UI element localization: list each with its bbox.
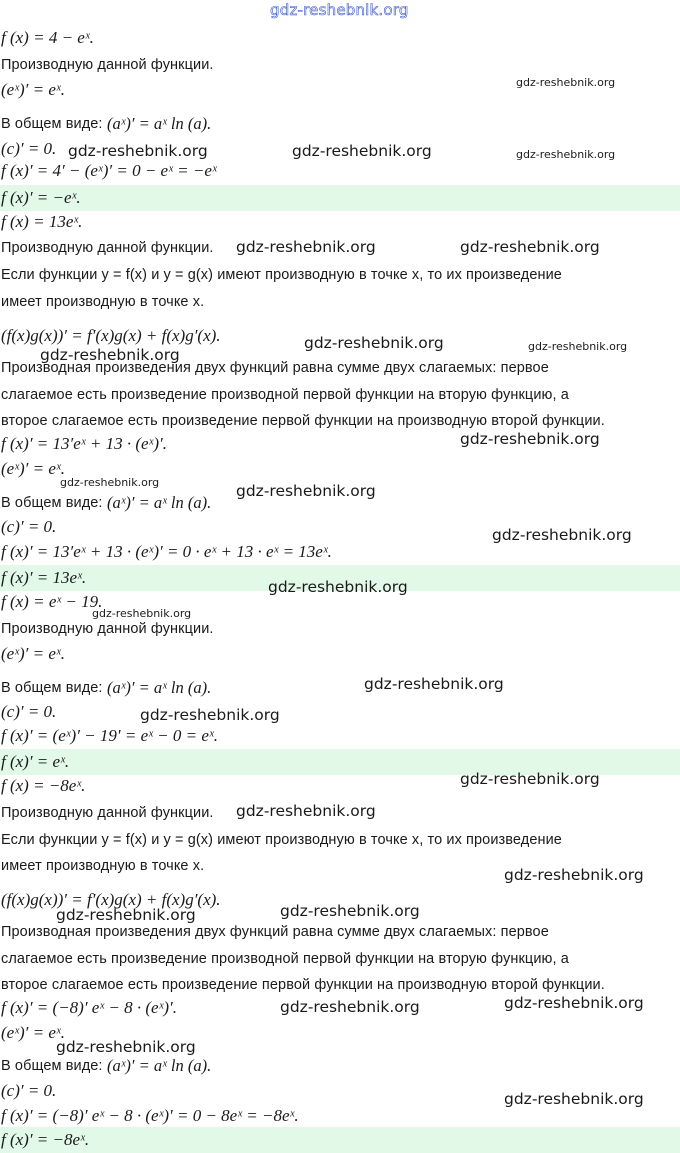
watermark: gdz-reshebnik.org [268,578,408,596]
watermark: gdz-reshebnik.org [528,340,628,353]
general-formula-line: В общем виде: (aˣ)′ = aˣ ln (a). [1,114,212,133]
math-line: f (x) = −8eˣ. [1,776,86,795]
math-line: f (x)′ = 13′eˣ + 13 · (eˣ)′. [1,434,167,453]
watermark: gdz-reshebnik.org [40,346,180,364]
watermark: gdz-reshebnik.org [460,770,600,788]
text-line: слагаемое есть произведение производной первой функции на вторую функцию, а [1,951,569,967]
watermark: gdz-reshebnik.org [292,142,432,160]
watermark: gdz-reshebnik.org [60,476,160,489]
watermark: gdz-reshebnik.org [56,906,196,924]
site-header-watermark[interactable]: gdz-reshebnik.org [270,1,409,19]
watermark: gdz-reshebnik.org [280,998,420,1016]
text-line: Производную данной функции. [1,57,214,73]
watermark: gdz-reshebnik.org [504,994,644,1012]
math-line: f (x) = 4 − eˣ. [1,28,94,47]
watermark: gdz-reshebnik.org [504,1090,644,1108]
watermark: gdz-reshebnik.org [92,607,192,620]
watermark: gdz-reshebnik.org [140,706,280,724]
math-line: (f(x)g(x))′ = f′(x)g(x) + f(x)g′(x). [1,890,221,909]
text-line: Производную данной функции. [1,805,214,821]
text-line: Если функции y = f(x) и y = g(x) имеют производную в точке x, то их произведение [1,267,562,283]
watermark: gdz-reshebnik.org [236,802,376,820]
text-line: слагаемое есть произведение производной первой функции на вторую функцию, а [1,387,569,403]
math-line: f (x)′ = (−8)′ eˣ − 8 · (eˣ)′. [1,998,177,1017]
answer-line: f (x)′ = −eˣ. [0,185,680,211]
math-line: (eˣ)′ = eˣ. [1,459,65,478]
math-line: (eˣ)′ = eˣ. [1,80,65,99]
watermark: gdz-reshebnik.org [504,866,644,884]
text-line: Производная произведения двух функций равна сумме двух слагаемых: первое [1,924,549,940]
text-line: Производную данной функции. [1,621,214,637]
watermark: gdz-reshebnik.org [460,430,600,448]
text-line: Если функции y = f(x) и y = g(x) имеют производную в точке x, то их произведение [1,832,562,848]
general-formula-line: В общем виде: (aˣ)′ = aˣ ln (a). [1,678,212,697]
watermark: gdz-reshebnik.org [364,675,504,693]
watermark: gdz-reshebnik.org [68,142,208,160]
answer-line: f (x)′ = eˣ. [0,749,680,775]
watermark: gdz-reshebnik.org [236,238,376,256]
text-line: имеет производную в точке x. [1,858,205,874]
math-line: f (x) = eˣ − 19. [1,592,103,611]
math-line: (eˣ)′ = eˣ. [1,1023,65,1042]
text-line: второе слагаемое есть произведение первой функции на производную второй функции. [1,413,605,429]
watermark: gdz-reshebnik.org [516,148,616,161]
math-line: (c)′ = 0. [1,1081,57,1100]
math-line: (c)′ = 0. [1,517,57,536]
answer-line: f (x)′ = 13eˣ. [0,565,680,591]
general-formula-line: В общем виде: (aˣ)′ = aˣ ln (a). [1,493,212,512]
math-line: f (x)′ = (−8)′ eˣ − 8 · (eˣ)′ = 0 − 8eˣ = −8eˣ. [1,1106,299,1125]
math-line: f (x) = 13eˣ. [1,212,83,231]
watermark: gdz-reshebnik.org [56,1038,196,1056]
watermark: gdz-reshebnik.org [492,526,632,544]
text-line: Производную данной функции. [1,240,214,256]
watermark: gdz-reshebnik.org [280,902,420,920]
math-line: (eˣ)′ = eˣ. [1,644,65,663]
watermark: gdz-reshebnik.org [460,238,600,256]
watermark: gdz-reshebnik.org [304,334,444,352]
general-formula-line: В общем виде: (aˣ)′ = aˣ ln (a). [1,1056,212,1075]
text-line: имеет производную в точке x. [1,294,205,310]
answer-line: f (x)′ = −8eˣ. [0,1127,680,1153]
math-line: (c)′ = 0. [1,139,57,158]
text-line: Производная произведения двух функций равна сумме двух слагаемых: первое [1,360,549,376]
math-line: f (x)′ = (eˣ)′ − 19′ = eˣ − 0 = eˣ. [1,726,218,745]
watermark: gdz-reshebnik.org [516,76,616,89]
math-line: f (x)′ = 13′eˣ + 13 · (eˣ)′ = 0 · eˣ + 13 · eˣ = 13eˣ. [1,542,332,561]
math-line: (f(x)g(x))′ = f′(x)g(x) + f(x)g′(x). [1,326,221,345]
watermark: gdz-reshebnik.org [236,482,376,500]
text-line: второе слагаемое есть произведение первой функции на производную второй функции. [1,977,605,993]
math-line: f (x)′ = 4′ − (eˣ)′ = 0 − eˣ = −eˣ [1,161,217,180]
math-line: (c)′ = 0. [1,702,57,721]
